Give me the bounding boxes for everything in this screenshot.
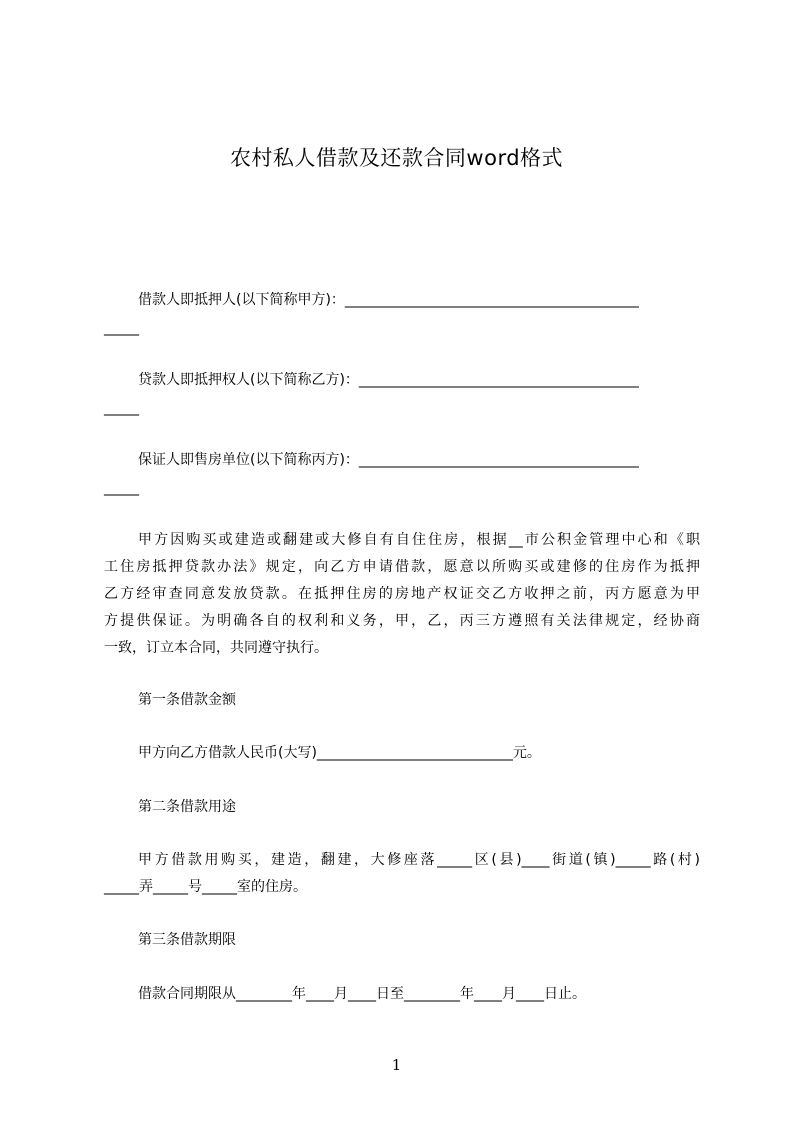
document-title: 农村私人借款及还款合同word格式 [229,146,564,170]
article-1-text: 甲方向乙方借款人民币(大写)____________________________元。 [138,745,541,761]
guarantor-line-continued: _____ [104,480,139,496]
article-1-heading: 第一条借款金额 [138,692,236,708]
lender-line: 贷款人即抵押权人(以下简称乙方)：________________________________________ [138,372,639,388]
article-3-heading: 第三条借款期限 [138,932,236,948]
intro-line-4: 方提供保证。为明确各自的权利和义务，甲，乙，丙三方遵照有关法律规定，经协商 [104,613,700,629]
intro-line-5: 一致，订立本合同，共同遵守执行。 [104,640,328,656]
guarantor-line: 保证人即售房单位(以下简称丙方)：________________________________________ [138,452,639,468]
page-number: 1 [391,1056,402,1074]
article-2-line-2: _____弄_____号_____室的住房。 [104,879,307,895]
article-3-text: 借款合同期限从________年____月____日至________年____月____日止。 [138,986,586,1002]
article-2-line-1: 甲方借款用购买，建造，翻建，大修座落_____区(县)____街道(镇)_____路(村) [138,852,700,868]
lender-line-continued: _____ [104,400,139,416]
intro-line-3: 乙方经审查同意发放贷款。在抵押住房的房地产权证交乙方收押之前，丙方愿意为甲 [104,586,700,602]
borrower-line-continued: _____ [104,320,139,336]
intro-line-2: 工住房抵押贷款办法》规定，向乙方申请借款，愿意以所购买或建修的住房作为抵押 [104,559,700,575]
intro-line-1: 甲方因购买或建造或翻建或大修自有自住住房，根据__市公积金管理中心和《职 [138,532,700,548]
borrower-line: 借款人即抵押人(以下简称甲方)：__________________________________________ [138,292,639,308]
article-2-heading: 第二条借款用途 [138,799,236,815]
